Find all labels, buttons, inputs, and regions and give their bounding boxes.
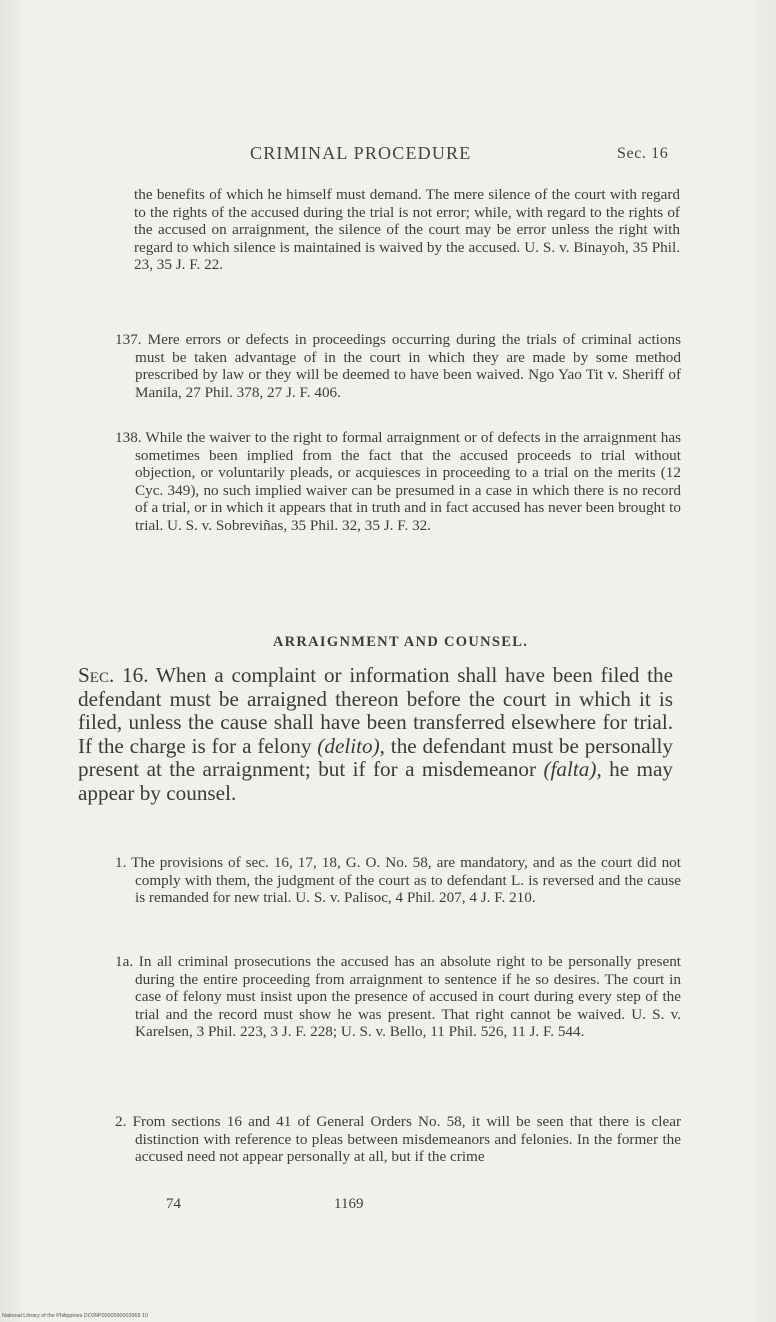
annotation-137 (115, 331, 681, 401)
annotation-text: From sections 16 and 41 of General Orders No. 58, it will be seen that there is clear distinction with reference to pleas between misdemeanors and felonies. In the former the accused need not appear personally at all, but if the crime (132, 1113, 682, 1166)
running-head (0, 143, 776, 167)
annotation-text: The provisions of sec. 16, 17, 18, G. O. No. 58, are mandatory, and as the court did not comply with them, the judgment of the court as to defendant L. is reversed and the cause is remanded for new trial. U. S. v. Palisoc, 4 Phil. 207, 4 J. F. 210. (131, 854, 681, 907)
continuation-paragraph: the benefits of which he himself must demand. The mere silence of the court with regard to the rights of the accused during the trial is not error; while, with regard to the rights of the accused on arraignment, the silence of the court may be error unless the right with regard to which silence is maintained is waived by the accused. U. S. v. Binayoh, 35 Phil. 23, 35 J. F. 22. (134, 186, 680, 274)
annotation-1 (115, 854, 681, 907)
section-reference: Sec. 16 (617, 145, 669, 162)
statute-term-delito: (delito) (317, 733, 380, 758)
signature-mark: 74 (166, 1196, 181, 1212)
annotation-text: Mere errors or defects in proceedings occurring during the trials of criminal actions must be taken advantage of in the court in which they are made by some method prescribed by law or they will be deemed to have been waived. Ngo Yao Tit v. Sheriff of Manila, 27 Phil. 378, 27 J. F. 406. (135, 331, 682, 401)
section-heading: ARRAIGNMENT AND COUNSEL. (272, 634, 529, 650)
page-number: 1169 (334, 1196, 364, 1212)
annotation-138 (115, 429, 681, 535)
annotation-number: 137. (115, 331, 142, 348)
running-title: CRIMINAL PROCEDURE (250, 143, 472, 163)
annotation-text: While the waiver to the right to formal arraignment or of defects in the arraignment has sometimes been implied from the fact that the accused proceeds to trial without objection, or voluntarily pleads, or acquiesces in proceeding to a trial on the merits (12 Cyc. 349), no such implied waiver can be presumed in a case in which there is no record of a trial, or in which it appears that in truth and in fact accused has never been brought to trial. U. S. v. Sobreviñas, 35 Phil. 32, 35 J. F. 32. (135, 429, 681, 534)
annotation-number: 1. (115, 854, 127, 871)
page-footer (0, 1196, 776, 1214)
annotation-1a (115, 953, 681, 1041)
annotation-number: 138. (115, 429, 142, 446)
statute-section-16 (78, 664, 673, 806)
annotation-text: In all criminal prosecutions the accused has an absolute right to be personally present during the entire proceeding from arraignment to sentence if he so desires. The court in case of felony must insist upon the presence of accused in court during every step of the trial and the record must show he was present. That right cannot be waived. U. S. v. Karelsen, 3 Phil. 223, 3 J. F. 228; U. S. v. Bello, 11 Phil. 526, 11 J. F. 544. (135, 953, 682, 1041)
library-stamp: National Library of the Philippines DO39P0000590003969 10 (2, 1313, 148, 1319)
statute-term-falta: (falta) (543, 757, 597, 782)
annotation-number: 1a. (115, 953, 134, 970)
annotation-number: 2. (115, 1113, 127, 1130)
annotation-2 (115, 1113, 681, 1166)
statute-text-3: , he may appear by counsel. (78, 757, 674, 805)
statute-text-1: When a complaint or information shall have been filed the defendant must be arraigned thereon before the court in which it is filed, unless the cause shall have been transferred elsewhere for trial. If the charge is for a felony (78, 663, 674, 758)
statute-label: Sec. 16. (78, 663, 149, 687)
statute-text-2: , the defendant must be personally present at the arraignment; but if for a misdemeanor (78, 733, 674, 782)
